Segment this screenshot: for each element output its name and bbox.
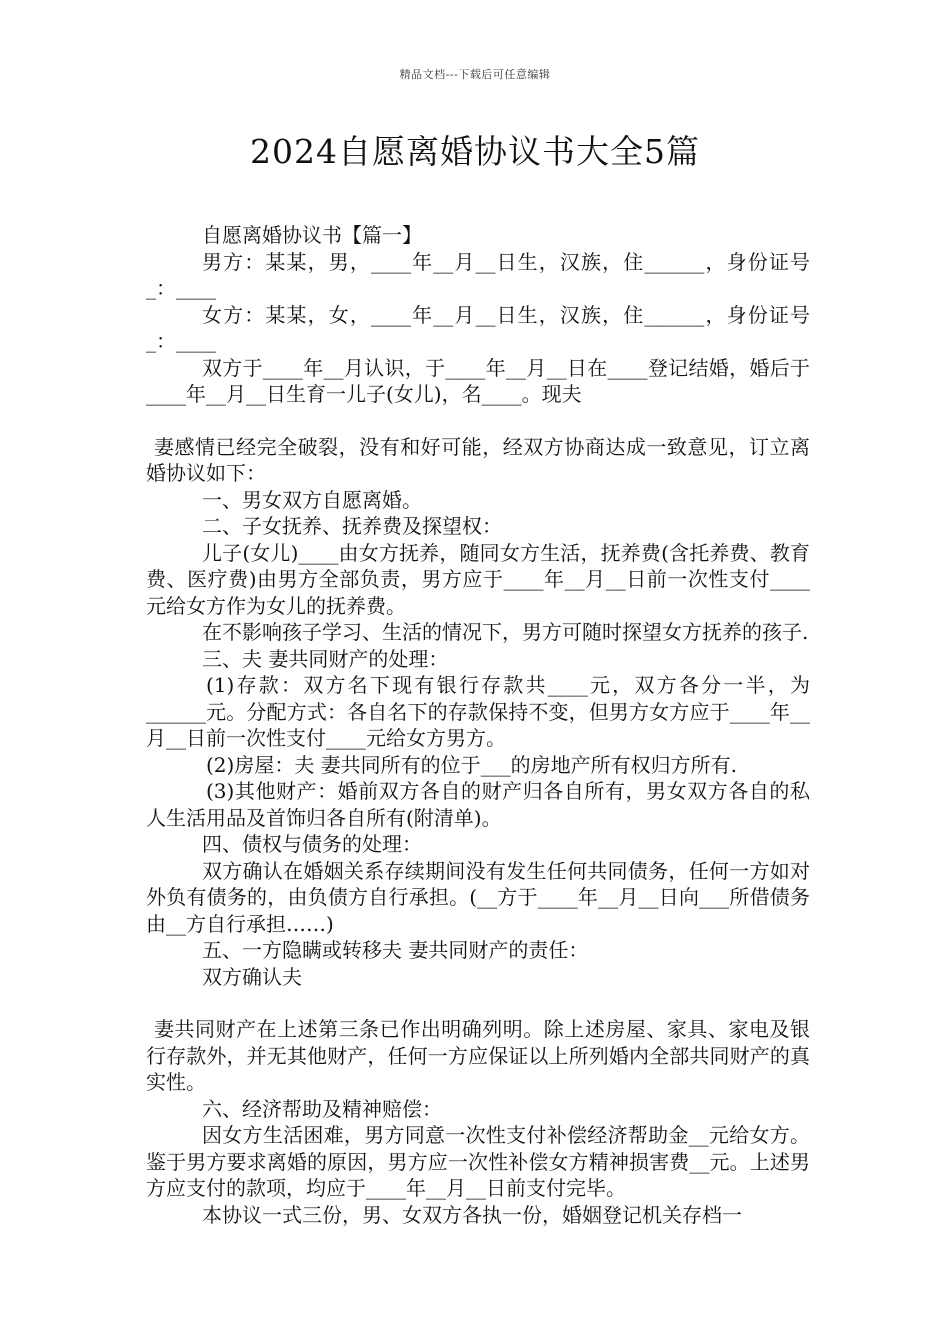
paragraph: 双方确认在婚姻关系存续期间没有发生任何共同债务，任何一方如对外负有债务的，由负债方自行承担。(__方于____年__月__日向___所借债务由__方自行承担……) xyxy=(146,858,810,936)
section-heading: 三、夫 妻共同财产的处理： xyxy=(202,646,449,671)
paragraph: 妻感情已经完全破裂，没有和好可能，经双方协商达成一致意见，订立离婚协议如下： xyxy=(146,434,810,485)
paragraph: 因女方生活困难，男方同意一次性支付补偿经济帮助金__元给女方。鉴于男方要求离婚的原因，男方应一次性补偿女方精神损害费__元。上述男方应支付的款项，均应于____年__月__日前支付完毕。 xyxy=(146,1123,810,1200)
document-body xyxy=(146,222,810,1228)
section-heading: 一、男女双方自愿离婚。 xyxy=(202,487,422,512)
section-heading: 四、债权与债务的处理： xyxy=(202,832,422,856)
paragraph: 本协议一式三份，男、女双方各执一份，婚姻登记机关存档一 xyxy=(202,1202,742,1227)
document-title: 2024自愿离婚协议书大全5篇 xyxy=(250,132,700,171)
paragraph: 双方于____年__月认识，于____年__月__日在____登记结婚，婚后于____年__月__日生育一儿子(女儿)，名____。现夫 xyxy=(146,355,810,406)
paragraph: (2)房屋：夫 妻共同所有的位于___的房地产所有权归方所有. xyxy=(206,752,738,777)
paragraph: 在不影响孩子学习、生活的情况下，男方可随时探望女方抚养的孩子. xyxy=(202,620,809,644)
paragraph: 自愿离婚协议书【篇一】 xyxy=(202,223,422,247)
section-heading: 二、子女抚养、抚养费及探望权： xyxy=(202,514,502,538)
section-heading: 五、一方隐瞒或转移夫 妻共同财产的责任： xyxy=(202,938,589,962)
paragraph: 男方：某某，男，____年__月__日生，汉族，住______，身份证号_：____ xyxy=(146,249,810,300)
header-note: 精品文档---下载后可任意编辑 xyxy=(399,68,551,81)
paragraph: 儿子(女儿)____由女方抚养，随同女方生活，抚养费(含托养费、教育费、医疗费)由男方全部负责，男方应于____年__月__日前一次性支付____元给女方作为女儿的抚养费。 xyxy=(146,540,810,618)
paragraph: 妻共同财产在上述第三条已作出明确列明。除上述房屋、家具、家电及银行存款外，并无其他财产，任何一方应保证以上所列婚内全部共同财产的真实性。 xyxy=(146,1017,810,1094)
paragraph: (3)其他财产：婚前双方各自的财产归各自所有，男女双方各自的私人生活用品及首饰归各自所有(附清单)。 xyxy=(146,779,810,830)
paragraph: 女方：某某，女，____年__月__日生，汉族，住______，身份证号_：____ xyxy=(146,302,810,353)
paragraph: 双方确认夫 xyxy=(202,964,302,989)
section-heading: 六、经济帮助及精神赔偿： xyxy=(202,1096,442,1121)
paragraph: (1)存款：双方名下现有银行存款共____元，双方各分一半，为______元。分配方式：各自名下的存款保持不变，但男方女方应于____年__月__日前一次性支付____元给女方男方。 xyxy=(146,673,810,750)
